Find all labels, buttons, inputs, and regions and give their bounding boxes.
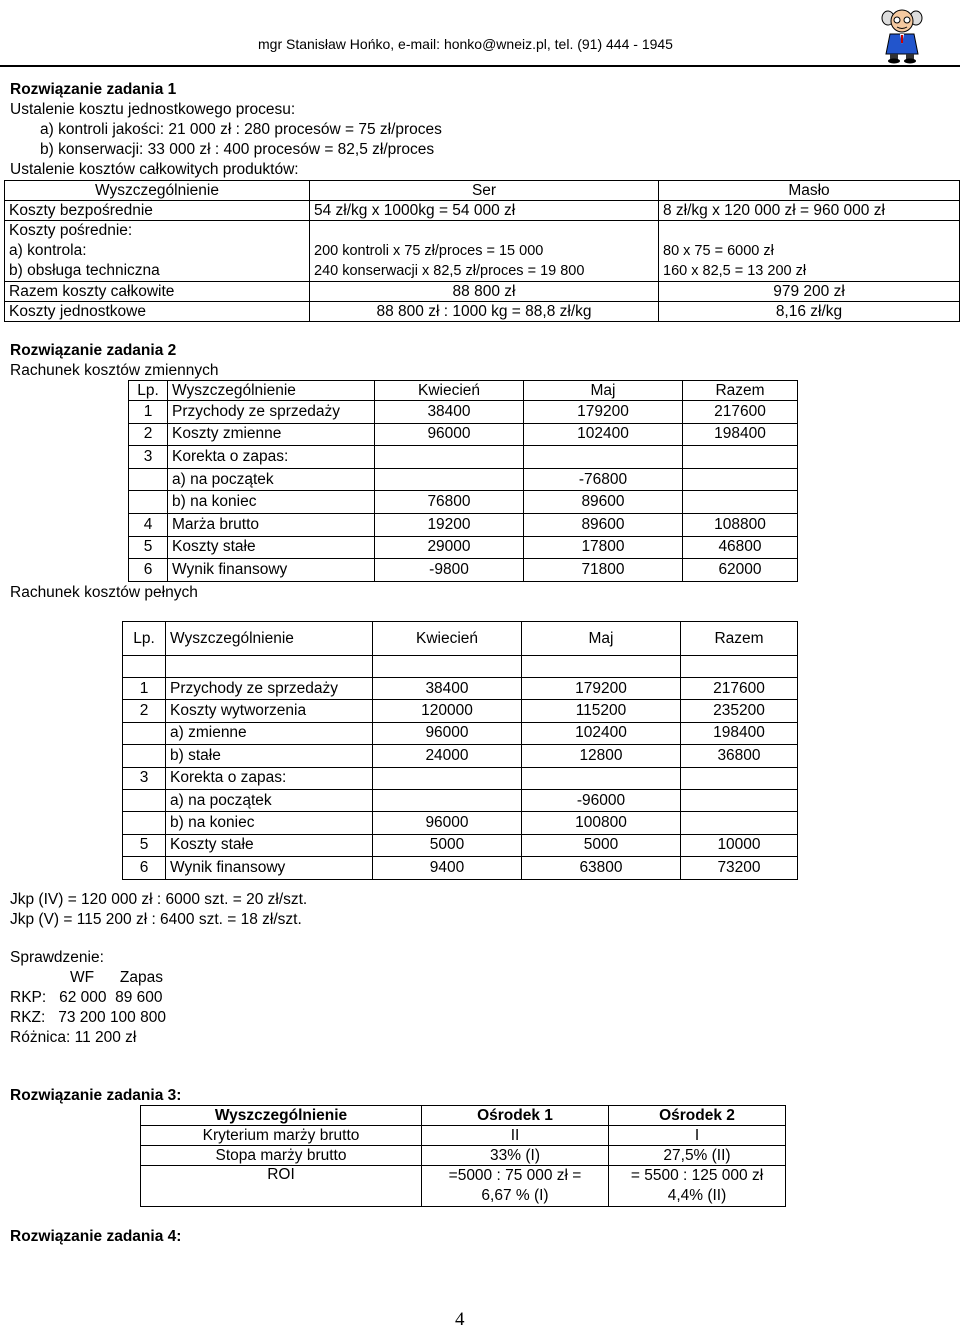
table-row xyxy=(129,446,798,469)
table-cell: 3 xyxy=(129,446,168,469)
table-cell: Wynik finansowy xyxy=(168,559,375,582)
table-header: Wyszczególnienie xyxy=(166,622,373,656)
table-row xyxy=(123,678,798,700)
table-header: Wyszczególnienie xyxy=(168,381,375,401)
jkp-line: Jkp (IV) = 120 000 zł : 6000 szt. = 20 zł/szt. xyxy=(10,891,308,908)
table-cell: II xyxy=(422,1126,609,1146)
table-cell: Kryterium marży brutto xyxy=(141,1126,422,1146)
cell-line: 240 konserwacji x 82,5 zł/proces = 19 800 xyxy=(314,263,585,279)
table-cell: b) stałe xyxy=(166,745,373,767)
table-cell: b) na koniec xyxy=(168,491,375,514)
table-cell xyxy=(522,656,681,678)
table-cell: Marża brutto xyxy=(168,513,375,536)
table-cell xyxy=(310,221,659,282)
table-cell: -96000 xyxy=(522,789,681,811)
rkz-title: Rachunek kosztów zmiennych xyxy=(10,362,219,379)
table-cell: 8,16 zł/kg xyxy=(659,302,960,322)
table-cell xyxy=(373,789,522,811)
table-spacer-row xyxy=(123,656,798,678)
table-cell: 54 zł/kg x 1000kg = 54 000 zł xyxy=(310,201,659,221)
table-cell: 217600 xyxy=(683,401,798,424)
table-cell xyxy=(123,812,166,834)
cell-line: b) obsługa techniczna xyxy=(9,262,160,279)
cell-line: 160 x 82,5 = 13 200 zł xyxy=(663,263,807,279)
table-cell: 2 xyxy=(123,700,166,722)
table-cell: Koszty bezpośrednie xyxy=(5,201,310,221)
table-header: Maj xyxy=(522,622,681,656)
table-cell: 29000 xyxy=(375,536,524,559)
table-cell xyxy=(681,767,798,789)
check-line: Różnica: 11 200 zł xyxy=(10,1029,137,1046)
table-cell: 38400 xyxy=(375,401,524,424)
table-row xyxy=(129,536,798,559)
table-cell: 108800 xyxy=(683,513,798,536)
table-cell xyxy=(375,446,524,469)
table-cell xyxy=(609,1166,786,1207)
table-header: Maj xyxy=(524,381,683,401)
table-header: Ośrodek 2 xyxy=(609,1106,786,1126)
table-cell: 6 xyxy=(123,857,166,879)
table-cell xyxy=(522,767,681,789)
table-cell xyxy=(683,468,798,491)
table-cell: 1 xyxy=(129,401,168,424)
page-number: 4 xyxy=(455,1309,465,1330)
table-cell: 27,5% (II) xyxy=(609,1146,786,1166)
table-cell: a) na początek xyxy=(168,468,375,491)
table-row xyxy=(129,423,798,446)
table-cell: Koszty wytworzenia xyxy=(166,700,373,722)
table-cell xyxy=(166,656,373,678)
rkp-title: Rachunek kosztów pełnych xyxy=(10,584,198,601)
table-cell: 4 xyxy=(129,513,168,536)
table-cell: 102400 xyxy=(524,423,683,446)
rkp-table xyxy=(122,621,798,880)
table-cell: a) zmienne xyxy=(166,722,373,744)
table-cell: 73200 xyxy=(681,857,798,879)
table-cell: Koszty zmienne xyxy=(168,423,375,446)
table-cell xyxy=(681,789,798,811)
table-cell xyxy=(683,491,798,514)
table-header: Wyszczególnienie xyxy=(5,181,310,201)
table-cell: Wynik finansowy xyxy=(166,857,373,879)
table-cell: Stopa marży brutto xyxy=(141,1146,422,1166)
table-cell: a) na początek xyxy=(166,789,373,811)
table-cell: Razem koszty całkowite xyxy=(5,282,310,302)
table-cell: 235200 xyxy=(681,700,798,722)
rkz-table xyxy=(128,380,798,582)
table-cell: 62000 xyxy=(683,559,798,582)
table-cell: Koszty stałe xyxy=(168,536,375,559)
header-author-line: mgr Stanisław Hońko, e-mail: honko@wneiz.pl, tel. (91) 444 - 1945 xyxy=(258,36,673,52)
table-row xyxy=(123,722,798,744)
table-cell xyxy=(123,789,166,811)
table-cell: I xyxy=(609,1126,786,1146)
table-cell xyxy=(681,656,798,678)
table-cell xyxy=(5,221,310,282)
table-cell: ROI xyxy=(141,1166,422,1207)
table-cell: 5000 xyxy=(373,834,522,856)
table-cell xyxy=(123,722,166,744)
table-cell: 88 800 zł : 1000 kg = 88,8 zł/kg xyxy=(310,302,659,322)
table-cell: b) na koniec xyxy=(166,812,373,834)
cell-line: a) kontrola: xyxy=(9,242,87,259)
table-cell: 12800 xyxy=(522,745,681,767)
table-cell: 38400 xyxy=(373,678,522,700)
table-header: Razem xyxy=(681,622,798,656)
table-cell xyxy=(373,656,522,678)
table-cell: 100800 xyxy=(522,812,681,834)
table-cell: Koszty stałe xyxy=(166,834,373,856)
table-row xyxy=(123,857,798,879)
cell-line: 4,4% (II) xyxy=(667,1187,727,1204)
table-cell: 5 xyxy=(129,536,168,559)
table-header: Kwiecień xyxy=(373,622,522,656)
table-cell: 96000 xyxy=(373,722,522,744)
table-cell: Koszty jednostkowe xyxy=(5,302,310,322)
z1-line: a) kontroli jakości: 21 000 zł : 280 procesów = 75 zł/proces xyxy=(40,121,442,138)
table-cell xyxy=(659,221,960,282)
z3-title: Rozwiązanie zadania 3: xyxy=(10,1087,182,1104)
table-row xyxy=(123,745,798,767)
professor-cartoon-icon xyxy=(878,4,926,64)
table-cell: 89600 xyxy=(524,491,683,514)
table-header: Ośrodek 1 xyxy=(422,1106,609,1126)
cell-line: Koszty pośrednie: xyxy=(9,222,133,239)
table-cell xyxy=(123,656,166,678)
table-row xyxy=(129,513,798,536)
table-cell: 9400 xyxy=(373,857,522,879)
table-cell: 17800 xyxy=(524,536,683,559)
z4-title: Rozwiązanie zadania 4: xyxy=(10,1228,182,1245)
table-header: Ser xyxy=(310,181,659,201)
cell-line: = 5500 : 125 000 zł xyxy=(630,1167,764,1184)
table-cell: -76800 xyxy=(524,468,683,491)
table-cell: 3 xyxy=(123,767,166,789)
table-cell: 217600 xyxy=(681,678,798,700)
table-cell: 88 800 zł xyxy=(310,282,659,302)
header-rule xyxy=(0,65,960,67)
check-line: RKZ: 73 200 100 800 xyxy=(10,1009,166,1026)
table-cell: 89600 xyxy=(524,513,683,536)
z1-cost-table xyxy=(4,180,960,322)
check-line: RKP: 62 000 89 600 xyxy=(10,989,163,1006)
table-cell: 5000 xyxy=(522,834,681,856)
table-cell: Przychody ze sprzedaży xyxy=(166,678,373,700)
table-cell: 6 xyxy=(129,559,168,582)
table-row xyxy=(129,559,798,582)
table-cell xyxy=(681,812,798,834)
cell-line: =5000 : 75 000 zł = xyxy=(448,1167,582,1184)
table-cell: 179200 xyxy=(522,678,681,700)
table-header: Kwiecień xyxy=(375,381,524,401)
table-cell: 71800 xyxy=(524,559,683,582)
jkp-line: Jkp (V) = 115 200 zł : 6400 szt. = 18 zł/szt. xyxy=(10,911,302,928)
table-cell: 96000 xyxy=(375,423,524,446)
table-cell: 120000 xyxy=(373,700,522,722)
table-cell: 63800 xyxy=(522,857,681,879)
table-row xyxy=(129,491,798,514)
z1-line: b) konserwacji: 33 000 zł : 400 procesów = 82,5 zł/proces xyxy=(40,141,435,158)
table-header: Razem xyxy=(683,381,798,401)
table-header: Wyszczególnienie xyxy=(141,1106,422,1126)
table-cell: 179200 xyxy=(524,401,683,424)
cell-line: 6,67 % (I) xyxy=(481,1187,549,1204)
z2-title: Rozwiązanie zadania 2 xyxy=(10,342,177,359)
table-cell: Przychody ze sprzedaży xyxy=(168,401,375,424)
table-row xyxy=(129,401,798,424)
cell-line: 80 x 75 = 6000 zł xyxy=(663,243,774,259)
table-cell: 198400 xyxy=(681,722,798,744)
table-header: Lp. xyxy=(123,622,166,656)
table-cell: 5 xyxy=(123,834,166,856)
z1-title: Rozwiązanie zadania 1 xyxy=(10,81,177,98)
table-cell xyxy=(375,468,524,491)
table-cell xyxy=(524,446,683,469)
table-header: Masło xyxy=(659,181,960,201)
table-row xyxy=(123,812,798,834)
table-cell xyxy=(129,468,168,491)
table-cell: 979 200 zł xyxy=(659,282,960,302)
table-cell: 36800 xyxy=(681,745,798,767)
table-row xyxy=(123,700,798,722)
table-cell: 96000 xyxy=(373,812,522,834)
table-cell: Korekta o zapas: xyxy=(168,446,375,469)
table-row xyxy=(123,789,798,811)
table-cell xyxy=(123,745,166,767)
check-line: WF Zapas xyxy=(70,969,164,986)
table-cell: 1 xyxy=(123,678,166,700)
check-line: Sprawdzenie: xyxy=(10,949,104,966)
z3-table xyxy=(140,1105,786,1207)
table-row xyxy=(129,468,798,491)
table-cell: 33% (I) xyxy=(422,1146,609,1166)
table-cell: 115200 xyxy=(522,700,681,722)
table-cell: 2 xyxy=(129,423,168,446)
table-cell: 46800 xyxy=(683,536,798,559)
cell-line: 200 kontroli x 75 zł/proces = 15 000 xyxy=(314,243,544,259)
table-cell xyxy=(129,491,168,514)
table-row xyxy=(123,767,798,789)
table-cell: 76800 xyxy=(375,491,524,514)
table-cell xyxy=(422,1166,609,1207)
table-cell: 8 zł/kg x 120 000 zł = 960 000 zł xyxy=(659,201,960,221)
table-cell xyxy=(373,767,522,789)
table-cell: 10000 xyxy=(681,834,798,856)
table-cell: 198400 xyxy=(683,423,798,446)
table-header: Lp. xyxy=(129,381,168,401)
table-cell: -9800 xyxy=(375,559,524,582)
table-cell: Korekta o zapas: xyxy=(166,767,373,789)
table-cell xyxy=(683,446,798,469)
z1-line: Ustalenie kosztów całkowitych produktów: xyxy=(10,161,299,178)
z1-line: Ustalenie kosztu jednostkowego procesu: xyxy=(10,101,296,118)
table-cell: 102400 xyxy=(522,722,681,744)
table-row xyxy=(123,834,798,856)
table-cell: 19200 xyxy=(375,513,524,536)
table-cell: 24000 xyxy=(373,745,522,767)
